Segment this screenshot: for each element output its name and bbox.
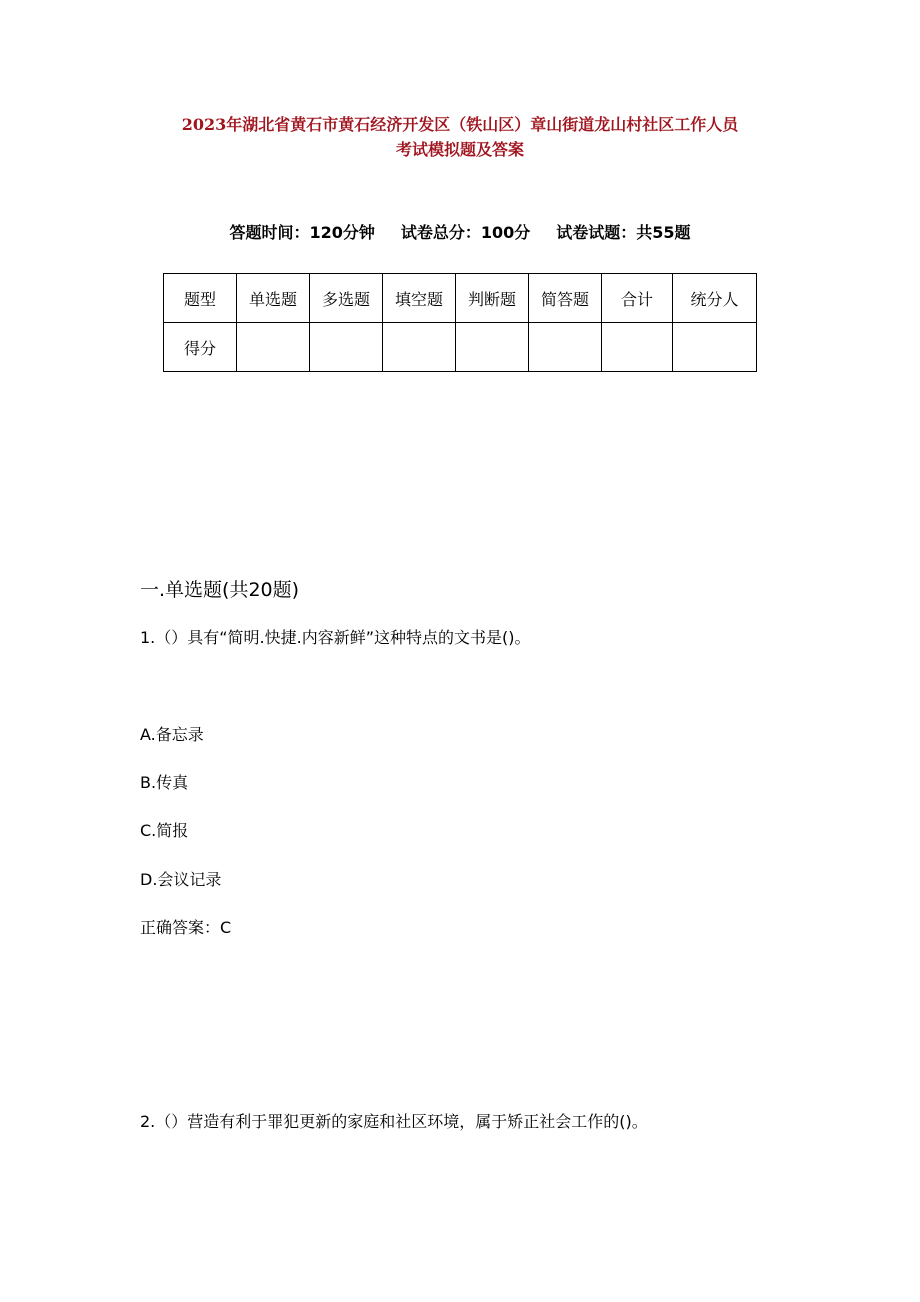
score-table: [163, 273, 757, 372]
score-cell: [383, 323, 456, 372]
exam-question-count: 试卷试题：共55题: [556, 223, 691, 242]
question-1-option-d: D.会议记录: [140, 870, 222, 889]
document-title-line-2: 考试模拟题及答案: [395, 140, 524, 159]
score-cell: [237, 323, 310, 372]
score-cell: [602, 323, 673, 372]
question-1-option-c: C.简报: [140, 821, 189, 840]
score-table-header-cell: 题型: [164, 274, 237, 323]
score-table-header-cell: 合计: [602, 274, 673, 323]
score-table-header-cell: 填空题: [383, 274, 456, 323]
question-2-text: 2.（）营造有利于罪犯更新的家庭和社区环境，属于矫正社会工作的()。: [140, 1112, 648, 1131]
score-table-header-row: [164, 274, 757, 323]
document-title-line-1: 2023年湖北省黄石市黄石经济开发区（铁山区）章山街道龙山村社区工作人员: [181, 115, 739, 134]
score-cell: [456, 323, 529, 372]
question-1-option-b: B.传真: [140, 773, 189, 792]
exam-total-score: 试卷总分：100分: [400, 223, 531, 242]
score-table-header-cell: 统分人: [673, 274, 757, 323]
exam-time: 答题时间：120分钟: [229, 223, 375, 242]
score-cell: [529, 323, 602, 372]
question-1-answer: 正确答案：C: [140, 918, 232, 937]
score-table-header-cell: 多选题: [310, 274, 383, 323]
question-1-option-a: A.备忘录: [140, 725, 204, 744]
exam-info: [0, 221, 920, 245]
score-table-score-row: [164, 323, 757, 372]
section-heading: 一.单选题(共20题): [140, 579, 300, 601]
score-table-header-cell: 简答题: [529, 274, 602, 323]
question-1-text: 1.（）具有“简明.快捷.内容新鲜”这种特点的文书是()。: [140, 628, 531, 647]
score-cell: [673, 323, 757, 372]
score-cell: [310, 323, 383, 372]
score-table-row-label: 得分: [164, 323, 237, 372]
score-table-header-cell: 判断题: [456, 274, 529, 323]
score-table-header-cell: 单选题: [237, 274, 310, 323]
